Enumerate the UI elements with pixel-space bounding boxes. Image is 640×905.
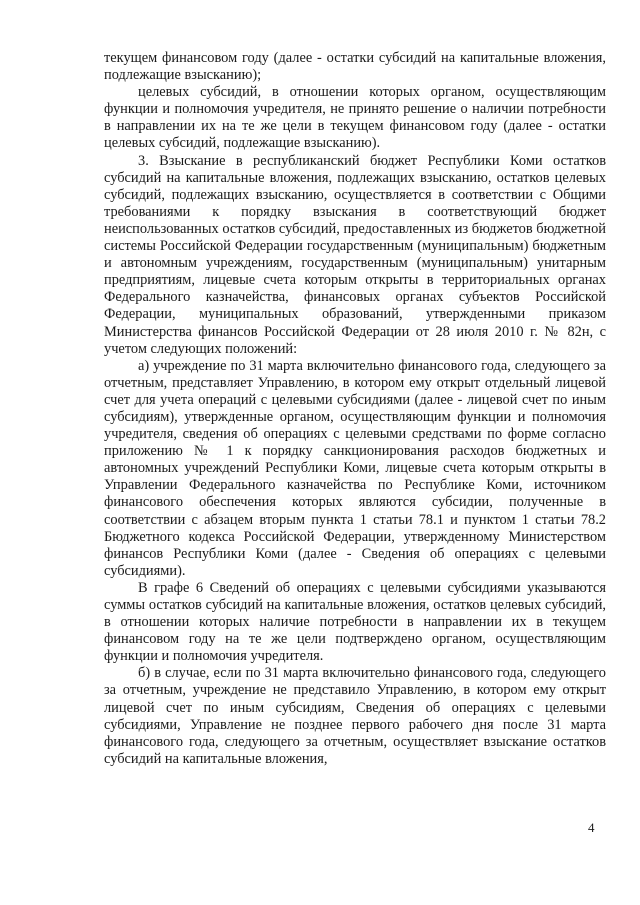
- paragraph-5: В графе 6 Сведений об операциях с целевыми субсидиями указываются суммы остатков субсидий на капитальные вложения, остатков целевых субсидий, в отношении которых наличие потребности в направлении их в текущем финансовом году на те же цели подтверждено органом, осуществляющим функции и полномочия учредителя.: [104, 579, 606, 665]
- page-number: 4: [588, 820, 595, 835]
- paragraph-6: б) в случае, если по 31 марта включительно финансового года, следующего за отчетным, учреждение не представило Управлению, в котором ему открыт лицевой счет по иным субсидиям, Сведения об операциях с целевыми субсидиями, Управление не позднее первого рабочего дня после 31 марта финансового года, следующего за отчетным, осуществляет взыскание остатков субсидий на капитальные вложения,: [104, 665, 606, 767]
- paragraph-3: 3. Взыскание в республиканский бюджет Республики Коми остатков субсидий на капитальные вложения, подлежащих взысканию, остатков целевых субсидий, подлежащих взысканию, осуществляется в соответствии с Общими требованиями к порядку взыскания в соответствующий бюджет неиспользованных остатков субсидий, предоставленных из бюджетов бюджетной системы Российской Федерации государственным (муниципальным) бюджетным и автономным учреждениям, государственным (муниципальным) унитарным предприятиям, лицевые счета которым открыты в территориальных органах Федерального казначейства, финансовых органах субъектов Российской Федерации, муниципальных образований, утвержденными приказом Министерства финансов Российской Федерации от 28 июля 2010 г. № 82н, с учетом следующих положений:: [104, 152, 606, 357]
- paragraph-4: а) учреждение по 31 марта включительно финансового года, следующего за отчетным, представляет Управлению, в котором ему открыт отдельный лицевой счет для учета операций с целевыми субсидиями (далее - лицевой счет по иным субсидиям), утвержденные органом, осуществляющим функции и полномочия учредителя, сведения об операциях с целевыми средствами по форме согласно приложению № 1 к порядку санкционирования расходов бюджетных и автономных учреждений Республики Коми, лицевые счета которым открыты в Управлении Федерального казначейства по Республике Коми, источником финансового обеспечения которых являются субсидии, полученные в соответствии с абзацем вторым пункта 1 статьи 78.1 и пунктом 1 статьи 78.2 Бюджетного кодекса Российской Федерации, утвержденному Министерством финансов Республики Коми (далее - Сведения об операциях с целевыми субсидиями).: [104, 357, 606, 579]
- paragraph-2: целевых субсидий, в отношении которых органом, осуществляющим функции и полномочия учредителя, не принято решение о наличии потребности в направлении их на те же цели в текущем финансовом году (далее - остатки целевых субсидий, подлежащие взысканию).: [104, 84, 606, 152]
- paragraph-1: текущем финансовом году (далее - остатки субсидий на капитальные вложения, подлежащие взысканию);: [104, 50, 606, 84]
- document-body: [104, 50, 606, 768]
